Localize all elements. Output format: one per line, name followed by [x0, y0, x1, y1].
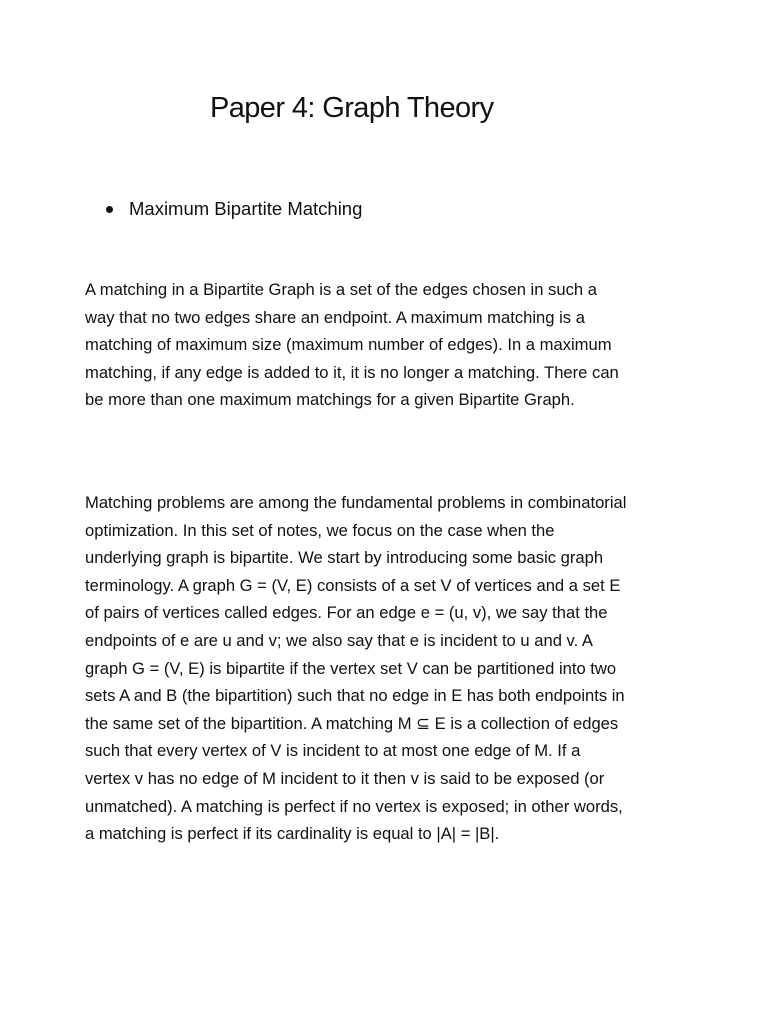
page-title: Paper 4: Graph Theory — [210, 92, 494, 124]
paragraph-definition: A matching in a Bipartite Graph is a set of the edges chosen in such a way that no two edges share an endpoint. A maximum matching is a matching of maximum size (maximum number of edges). In a maximum matching, if any edge is added to it, it is no longer a matching. There can be more than one maximum matchings for a given Bipartite Graph. — [85, 280, 619, 410]
list-item — [104, 196, 362, 222]
topic-list — [104, 196, 362, 222]
paragraph-terminology: Matching problems are among the fundamental problems in combinatorial optimization. In this set of notes, we focus on the case when the underlying graph is bipartite. We start by introducing some basic graph terminology. A graph G = (V, E) consists of a set V of vertices and a set E of pairs of vertices called edges. For an edge e = (u, v), we say that the endpoints of e are u and v; we also say that e is incident to u and v. A graph G = (V, E) is bipartite if the vertex set V can be partitioned into two sets A and B (the bipartition) such that no edge in E has both endpoints in the same set of the bipartition. A matching M ⊆ E is a collection of edges such that every vertex of V is incident to at most one edge of M. If a vertex v has no edge of M incident to it then v is said to be exposed (or unmatched). A matching is perfect if no vertex is exposed; in other words, a matching is perfect if its cardinality is equal to |A| = |B|. — [85, 493, 627, 844]
bullet-icon — [106, 206, 113, 213]
list-item-label: Maximum Bipartite Matching — [129, 198, 363, 219]
